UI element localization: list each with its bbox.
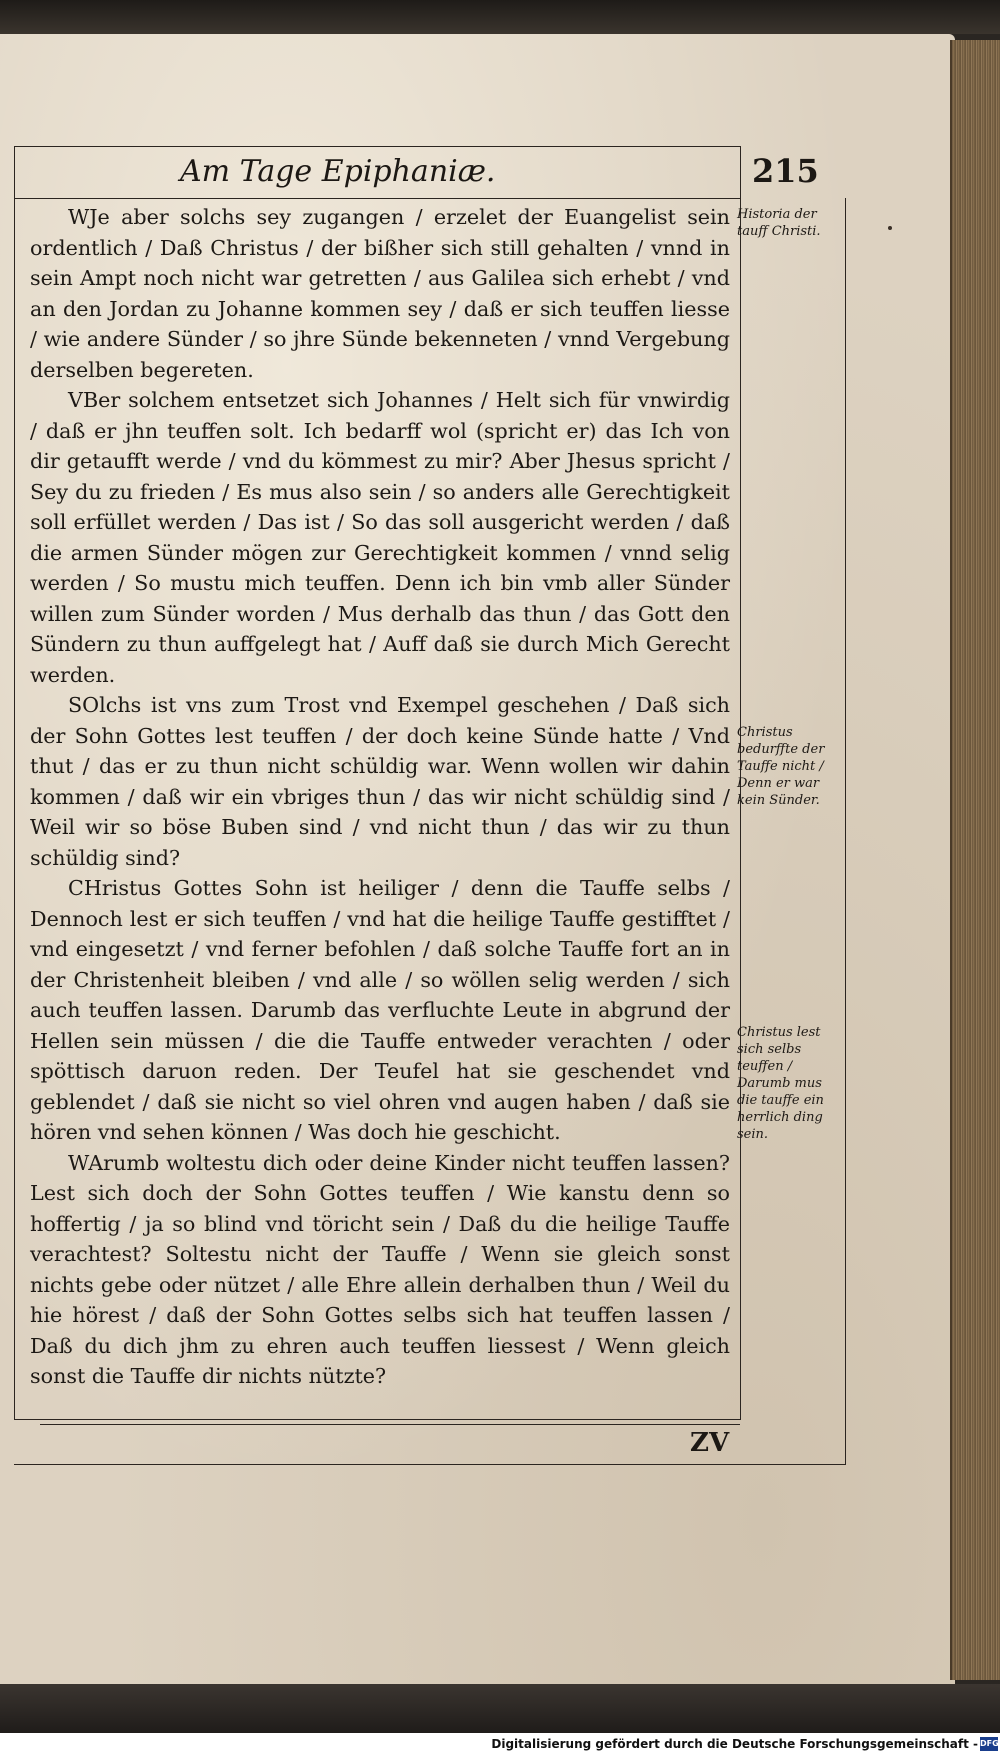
margin-note: Christus lest sich selbs teuffen / Darumb mus die tauffe ein herrlich ding sein. bbox=[737, 1025, 824, 1142]
paragraph: WJe aber solchs sey zugangen / erzelet der Euangelist sein ordentlich / Daß Christus / der bißher sich still gehalten / vnnd in sein Ampt noch nicht war getretten / aus Galilea sich erhebt / vnd an den Jordan zu Johanne kommen sey / daß er sich teuffen liesse / wie andere Sünder / so jhre Sünde bekenneten / vnnd Vergebung derselben begereten. bbox=[30, 205, 730, 382]
paragraph: CHristus Gottes Sohn ist heiliger / denn die Tauffe selbs / Dennoch lest er sich teuffen / vnd hat die heilige Tauffe gestifftet / vnd eingesetzt / vnd ferner befohlen / daß solche Tauffe fort an in der Christenheit bleiben / vnd alle / so wöllen selig werden / sich auch teuffen lassen. Darumb das verfluchte Leute in abgrund der Hellen sein müssen / die die Tauffe entweder verachten / oder spöttisch daruon reden. Der Teufel hat sie geschendet vnd geblendet / daß sie nicht so viel ohren vnd augen haben / daß sie hören vnd sehen können / Was doch hie geschicht. bbox=[30, 876, 730, 1144]
paragraph: VBer solchem entsetzet sich Johannes / Helt sich für vnwirdig / daß er jhn teuffen solt. Ich bedarff wol (spricht er) das Ich von dir getaufft werde / vnd du kömmest zu mir? Aber Jhesus spricht / Sey du zu frieden / Es mus also sein / so anders alle Gerechtigkeit soll erfüllet werden / Das ist / So das soll ausgericht werden / daß die armen Sünder mögen zur Gerechtigkeit kommen / vnnd selig werden / So mustu mich teuffen. Denn ich bin vmb aller Sünder willen zum Sünder worden / Mus derhalb das thun / das Gott den Sündern zu thun auffgelegt hat / Auff daß sie durch Mich Gerecht werden. bbox=[30, 388, 730, 687]
header-divider bbox=[740, 146, 741, 198]
book-page-edges bbox=[950, 40, 1000, 1680]
bottom-inner-rule bbox=[40, 1424, 740, 1425]
margin-note-column bbox=[740, 198, 846, 1464]
margin-note: Historia der tauff Christi. bbox=[737, 207, 821, 239]
scan-bottom-border bbox=[0, 1684, 1000, 1733]
paragraph: SOlchs ist vns zum Trost vnd Exempel geschehen / Daß sich der Sohn Gottes lest teuffen / der doch keine Sünde hatte / Vnd thut / das er zu thun nicht schüldig war. Wenn wollen wir dahin kommen / daß wir ein vbriges thun / das wir nicht schüldig sind / Weil wir so böse Buben sind / vnd nicht thun / das wir zu thun schüldig sind? bbox=[30, 693, 730, 870]
paragraph: WArumb woltestu dich oder deine Kinder nicht teuffen lassen? Lest sich doch der Sohn Gottes teuffen / Wie kanstu denn so hoffertig / ja so blind vnd töricht sein / Daß du die heilige Tauffe verachtest? Soltestu nicht der Tauffe / Wenn sie gleich sonst nichts gebe oder nützet / alle Ehre allein derhalben thun / Weil du hie hörest / daß der Sohn Gottes selbs sich hat teuffen lassen / Daß du dich jhm zu ehren auch teuffen liessest / Wenn gleich sonst die Tauffe dir nichts nützte? bbox=[30, 1150, 730, 1388]
catchword: ZV bbox=[690, 1428, 730, 1458]
margin-note: Christus bedurffte der Tauffe nicht / Denn er war kein Sünder. bbox=[737, 725, 825, 808]
header-rule bbox=[14, 198, 741, 199]
scan-top-border bbox=[0, 0, 1000, 34]
page-number: 215 bbox=[752, 152, 819, 190]
bottom-rule bbox=[14, 1464, 846, 1465]
dfg-logo: DFG bbox=[980, 1737, 998, 1751]
main-text bbox=[30, 202, 730, 1420]
footer-bar bbox=[0, 1733, 1000, 1757]
ink-speck bbox=[888, 226, 892, 230]
running-head: Am Tage Epiphaniæ. bbox=[180, 154, 496, 189]
funding-credit: Digitalisierung gefördert durch die Deutsche Forschungsgemeinschaft - bbox=[491, 1737, 978, 1751]
